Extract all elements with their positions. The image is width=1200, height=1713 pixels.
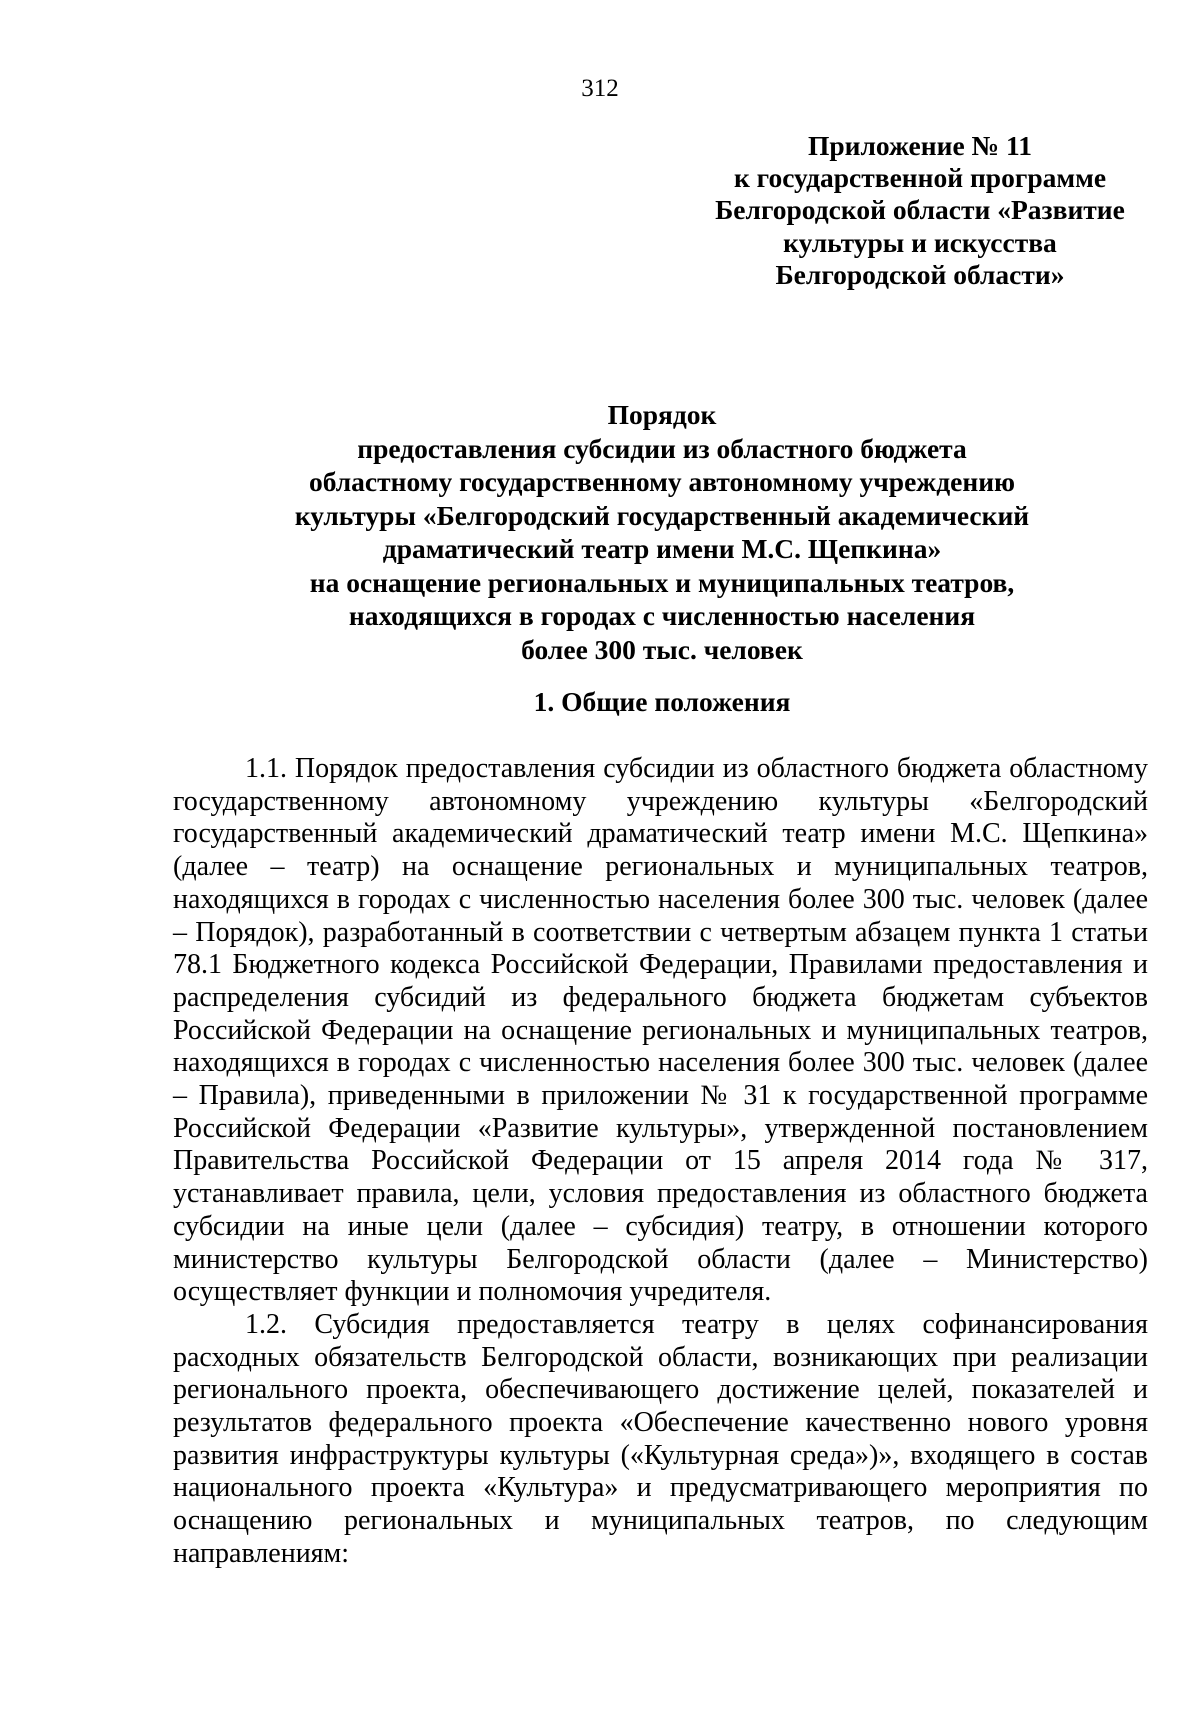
appendix-line: к государственной программе [733,162,1107,194]
title-line: предоставления субсидии из областного бюджета [357,432,967,464]
paragraph-1-2: 1.2. Субсидия предоставляется театру в целях софинансирования расходных обязательств Белгородской области, возникающих при реализации регионального проекта, обеспечивающего достижение целей, показателей и результатов федерального проекта «Обеспечение качественно нового уровня развития инфраструктуры культуры («Культурная среда»)», входящего в состав национального проекта «Культура» и предусматривающего мероприятия по оснащению региональных и муниципальных театров, по следующим направлениям: [173,1308,1148,1569]
appendix-line: культуры и искусства [783,226,1057,258]
title-line: на оснащение региональных и муниципальных театров, [309,566,1015,598]
page-number: 312 [581,75,619,102]
appendix-header [680,130,1160,291]
appendix-line: Белгородской области» [775,258,1065,290]
title-line: областному государственному автономному учреждению [308,466,1016,497]
section-heading: 1. Общие положения [533,686,791,717]
appendix-line: Белгородской области «Развитие [715,194,1125,226]
title-line: драматический театр имени М.С. Щепкина» [382,533,942,564]
document-body [173,753,1148,1571]
title-line: более 300 тыс. человек [521,633,803,665]
document-title [160,398,1164,666]
paragraph-1-1: 1.1. Порядок предоставления субсидии из областного бюджета областному государственному автономному учреждению культуры «Белгородский государственный академический драматический театр имени М.С. Щепкина» (далее – театр) на оснащение региональных и муниципальных театров, находящихся в городах с численностью населения более 300 тыс. человек (далее – Порядок), разработанный в соответствии с четвертым абзацем пункта 1 статьи 78.1 Бюджетного кодекса Российской Федерации, Правилами предоставления и распределения субсидий из федерального бюджета бюджетам субъектов Российской Федерации на оснащение региональных и муниципальных театров, находящихся в городах с численностью населения более 300 тыс. человек (далее – Правила), приведенными в приложении № 31 к государственной программе Российской Федерации «Развитие культуры», утвержденной постановлением Правительства Российской Федерации от 15 апреля 2014 года № 317, устанавливает правила, цели, условия предоставления из областного бюджета субсидии на иные цели (далее – субсидия) театру, в отношении которого министерство культуры Белгородской области (далее – Министерство) осуществляет функции и полномочия учредителя. [173,753,1148,1308]
title-line: культуры «Белгородский государственный академический [294,499,1030,531]
title-line: находящихся в городах с численностью населения [348,600,976,631]
appendix-line: Приложение № 11 [807,130,1033,161]
title-line: Порядок [607,399,717,430]
